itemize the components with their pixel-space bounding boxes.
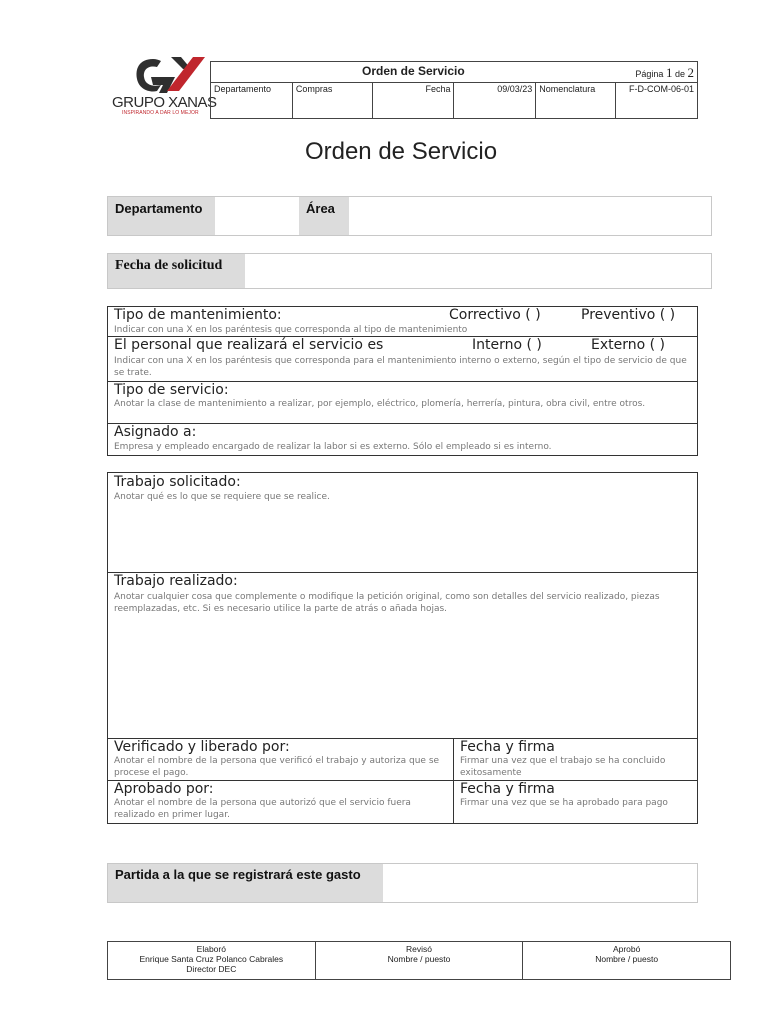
elaborated-role: Director DEC bbox=[186, 964, 237, 974]
nomen-value: F-D-COM-06-01 bbox=[616, 83, 698, 119]
requested-work-label: Trabajo solicitado: bbox=[114, 474, 241, 490]
date-signature-cell-1[interactable] bbox=[454, 739, 697, 780]
date-value: 09/03/23 bbox=[454, 83, 536, 119]
request-date-input[interactable] bbox=[245, 254, 711, 288]
department-label: Departamento bbox=[115, 201, 203, 216]
dept-value: Compras bbox=[292, 83, 372, 119]
approved-by-value: Nombre / puesto bbox=[595, 954, 659, 964]
area-input[interactable] bbox=[349, 197, 711, 235]
verified-label: Verificado y liberado por: bbox=[114, 739, 290, 755]
page-number: 1 bbox=[665, 65, 673, 80]
budget-line-input[interactable] bbox=[383, 864, 697, 902]
reviewed-cell bbox=[315, 942, 523, 980]
maintenance-section bbox=[107, 306, 698, 456]
approved-by-cell bbox=[523, 942, 731, 980]
approved-hint: Anotar el nombre de la persona que autorizó que el servicio fuera realizado en primer lugar. bbox=[114, 798, 411, 820]
performed-work-label: Trabajo realizado: bbox=[114, 573, 238, 589]
budget-line-row bbox=[107, 863, 698, 903]
assigned-to-hint: Empresa y empleado encargado de realizar la labor si es externo. Sólo el empleado si es interno. bbox=[114, 442, 552, 452]
verified-hint: Anotar el nombre de la persona que verificó el trabajo y autoriza que se procese el pago. bbox=[114, 756, 440, 778]
department-area-row bbox=[107, 196, 712, 236]
performed-work-hint: Anotar cualquier cosa que complemente o modifique la petición original, como son detalles del servicio realizado, piezas reemplazadas, etc. Si es necesario utilice la parte de atrás o añada hojas. bbox=[114, 592, 660, 614]
document-title: Orden de Servicio bbox=[304, 138, 498, 165]
date-label: Fecha bbox=[372, 83, 454, 119]
requested-work-row[interactable] bbox=[108, 473, 697, 573]
maintenance-type-hint: Indicar con una X en los paréntesis que corresponda al tipo de mantenimiento bbox=[114, 325, 468, 335]
personnel-label: El personal que realizará el servicio es bbox=[114, 337, 384, 353]
request-date-row bbox=[107, 253, 712, 289]
service-type-hint: Anotar la clase de mantenimiento a realizar, por ejemplo, eléctrico, plomería, herrería, pintura, obra civil, entre otros. bbox=[114, 399, 646, 409]
verified-cell[interactable] bbox=[108, 739, 454, 780]
reviewed-label: Revisó bbox=[405, 944, 432, 954]
corrective-option[interactable]: Correctivo ( ) bbox=[449, 307, 541, 323]
maintenance-type-row bbox=[108, 307, 697, 337]
verified-row bbox=[108, 739, 697, 781]
grupo-xanas-logo-icon bbox=[131, 55, 211, 95]
reviewed-value: Nombre / puesto bbox=[387, 954, 451, 964]
header-title: Orden de Servicio bbox=[211, 62, 616, 83]
approved-by-label: Aprobó bbox=[612, 944, 641, 954]
date-signature-label-2: Fecha y firma bbox=[460, 781, 555, 797]
budget-line-label: Partida a la que se registrará este gasto bbox=[115, 867, 361, 882]
nomen-label: Nomenclatura bbox=[536, 83, 616, 119]
external-option[interactable]: Externo ( ) bbox=[591, 337, 666, 353]
approved-row bbox=[108, 781, 697, 823]
page-of: de bbox=[674, 69, 685, 79]
department-input[interactable] bbox=[215, 197, 299, 235]
logo-tagline: INSPIRANDO A DAR LO MEJOR bbox=[122, 110, 199, 116]
dept-label: Departamento bbox=[211, 83, 293, 119]
approved-label: Aprobado por: bbox=[114, 781, 214, 797]
page-indicator bbox=[616, 62, 698, 83]
personnel-hint: Indicar con una X en los paréntesis que corresponda para el mantenimiento interno o externo, según el tipo de servicio de que se trate. bbox=[114, 356, 687, 378]
service-type-label: Tipo de servicio: bbox=[114, 382, 229, 398]
elaborated-name: Enrique Santa Cruz Polanco Cabrales bbox=[139, 954, 284, 964]
work-section bbox=[107, 472, 698, 824]
signatures-table bbox=[107, 941, 731, 980]
page-total: 2 bbox=[687, 65, 694, 80]
date-signature-cell-2[interactable] bbox=[454, 781, 697, 823]
date-signature-hint-2: Firmar una vez que se ha aprobado para pago bbox=[460, 798, 668, 808]
elaborated-label: Elaboró bbox=[196, 944, 226, 954]
page-label: Página bbox=[635, 69, 664, 79]
assigned-to-row[interactable] bbox=[108, 424, 697, 455]
internal-option[interactable]: Interno ( ) bbox=[472, 337, 542, 353]
elaborated-cell bbox=[108, 942, 316, 980]
date-signature-label-1: Fecha y firma bbox=[460, 739, 555, 755]
requested-work-hint: Anotar qué es lo que se requiere que se realice. bbox=[114, 492, 330, 502]
service-type-row[interactable] bbox=[108, 382, 697, 424]
request-date-label: Fecha de solicitud bbox=[115, 258, 223, 273]
logo-name: GRUPO XANAS bbox=[112, 94, 217, 111]
assigned-to-label: Asignado a: bbox=[114, 424, 197, 440]
personnel-hint-row bbox=[108, 337, 697, 382]
preventive-option[interactable]: Preventivo ( ) bbox=[581, 307, 676, 323]
area-label: Área bbox=[306, 201, 335, 216]
approved-cell[interactable] bbox=[108, 781, 454, 823]
header-table bbox=[210, 61, 698, 119]
date-signature-hint-1: Firmar una vez que el trabajo se ha concluido exitosamente bbox=[460, 756, 666, 778]
maintenance-type-label: Tipo de mantenimiento: bbox=[114, 307, 282, 323]
performed-work-row[interactable] bbox=[108, 573, 697, 739]
